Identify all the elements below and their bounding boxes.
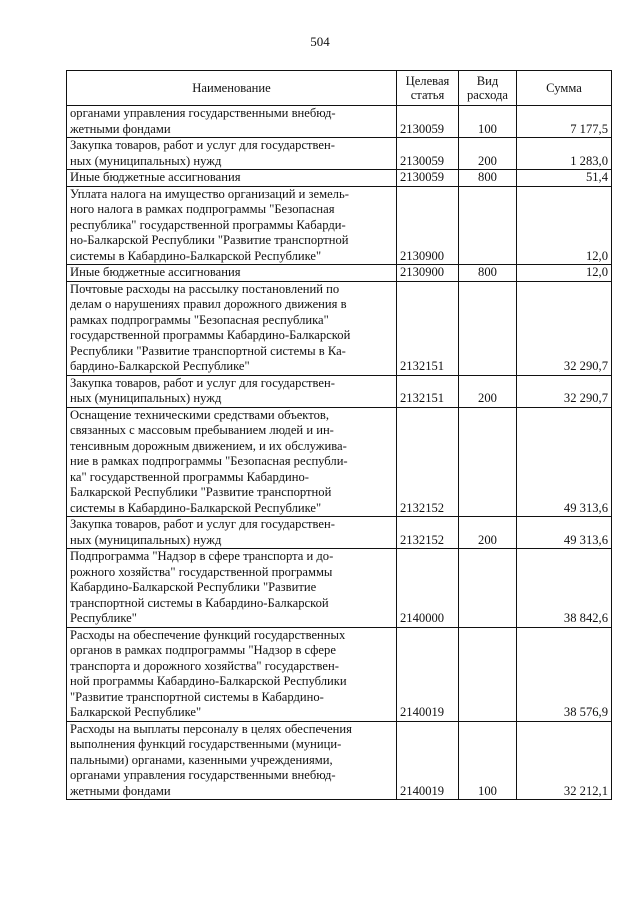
row-name-line: Балкарской Республике": [70, 705, 202, 719]
row-name-line: ной программы Кабардино-Балкарской Республики: [70, 674, 347, 688]
row-name-line: "Развитие транспортной системы в Кабардино-: [70, 689, 324, 704]
row-name-line: делам о нарушениях правил дорожного движения в: [70, 297, 347, 311]
row-name-line: системы в Кабардино-Балкарской Республике": [70, 500, 322, 515]
row-name-line: Кабардино-Балкарской Республики "Развитие: [70, 580, 317, 594]
header-target-article: Целевая статья: [397, 71, 459, 106]
row-name-line: Уплата налога на имущество организаций и земель-: [70, 186, 349, 201]
row-name-line: транспорта и дорожного хозяйства" государствен-: [70, 658, 339, 673]
row-name-line: ка" государственной программы Кабардино-: [70, 469, 309, 484]
row-name-line: Закупка товаров, работ и услуг для государствен-: [70, 517, 335, 531]
table-row: [67, 170, 612, 187]
row-name-line: ных (муниципальных) нужд: [70, 532, 222, 547]
table-row: [67, 407, 612, 517]
row-name-line: ного налога в рамках подпрограммы "Безопасная: [70, 202, 335, 216]
row-target-article: 2130059: [397, 106, 459, 138]
row-expense-type: [459, 186, 517, 265]
row-expense-type: 100: [459, 106, 517, 138]
row-sum: 32 290,7: [517, 375, 612, 407]
row-name-line: Закупка товаров, работ и услуг для государствен-: [70, 375, 335, 390]
table-row: [67, 721, 612, 800]
header-expense-type: Вид расхода: [459, 71, 517, 106]
table-row: [67, 265, 612, 282]
row-name-line: Расходы на выплаты персоналу в целях обеспечения: [70, 721, 352, 736]
row-name: [67, 170, 397, 187]
row-name-line: связанных с массовым пребыванием людей и ин-: [70, 423, 334, 437]
row-name: [67, 627, 397, 721]
row-target-article: 2130059: [397, 138, 459, 170]
row-name-line: жетными фондами: [70, 783, 171, 798]
row-name-line: рамках подпрограммы "Безопасная республика": [70, 312, 329, 327]
row-sum: 51,4: [517, 170, 612, 187]
budget-table: [66, 70, 612, 800]
row-name-line: Закупка товаров, работ и услуг для государствен-: [70, 138, 335, 152]
row-name-line: республика" государственной программы Кабарди-: [70, 217, 346, 232]
row-name-line: Балкарской Республики "Развитие транспортной: [70, 485, 332, 499]
row-name-line: бардино-Балкарской Республике": [70, 359, 250, 373]
row-target-article: 2132151: [397, 281, 459, 375]
header-sum: Сумма: [517, 71, 612, 106]
row-name-line: Республики "Развитие транспортной системы в Ка-: [70, 343, 346, 358]
row-target-article: 2132152: [397, 517, 459, 549]
row-name-line: тенсивным дорожным движением, и их обслужива-: [70, 438, 347, 453]
row-sum: 49 313,6: [517, 407, 612, 517]
row-name-line: ние в рамках подпрограммы "Безопасная республи-: [70, 454, 348, 468]
table-row: [67, 375, 612, 407]
row-target-article: 2132152: [397, 407, 459, 517]
row-sum: 49 313,6: [517, 517, 612, 549]
row-name-line: органами управления государственными внебюд-: [70, 106, 336, 120]
row-name: [67, 407, 397, 517]
row-name: [67, 375, 397, 407]
row-name-line: Республике": [70, 611, 137, 625]
row-name-line: но-Балкарской Республики "Развитие транспортной: [70, 233, 349, 247]
page-number: 504: [310, 34, 330, 49]
row-name-line: пальными) органами, казенными учреждениями,: [70, 752, 333, 767]
row-sum: 12,0: [517, 265, 612, 282]
table-row: [67, 186, 612, 265]
table-row: [67, 138, 612, 170]
row-name: [67, 517, 397, 549]
row-target-article: 2140000: [397, 549, 459, 628]
row-name-line: выполнения функций государственными (муници-: [70, 737, 342, 751]
row-expense-type: [459, 627, 517, 721]
row-name-line: Расходы на обеспечение функций государственных: [70, 627, 346, 642]
row-sum: 32 290,7: [517, 281, 612, 375]
row-name-line: рожного хозяйства" государственной программы: [70, 564, 333, 579]
row-name-line: Почтовые расходы на рассылку постановлений по: [70, 281, 340, 296]
row-name-line: государственной программы Кабардино-Балкарской: [70, 328, 351, 342]
row-name: [67, 281, 397, 375]
row-name-line: жетными фондами: [70, 121, 171, 136]
row-target-article: 2140019: [397, 627, 459, 721]
row-sum: 12,0: [517, 186, 612, 265]
table-row: [67, 106, 612, 138]
row-expense-type: 200: [459, 375, 517, 407]
table-row: [67, 517, 612, 549]
row-name: [67, 721, 397, 800]
row-sum: 38 576,9: [517, 627, 612, 721]
row-name-line: органами управления государственными внебюд-: [70, 768, 336, 782]
row-sum: 1 283,0: [517, 138, 612, 170]
row-sum: 7 177,5: [517, 106, 612, 138]
row-name-line: Подпрограмма "Надзор в сфере транспорта и до-: [70, 549, 334, 563]
row-expense-type: 200: [459, 517, 517, 549]
row-name: [67, 549, 397, 628]
row-name-line: Оснащение техническими средствами объектов,: [70, 407, 329, 422]
row-expense-type: 800: [459, 265, 517, 282]
row-name: [67, 265, 397, 282]
row-target-article: 2140019: [397, 721, 459, 800]
row-target-article: 2130900: [397, 186, 459, 265]
table-row: [67, 281, 612, 375]
table-header-row: [67, 71, 612, 106]
row-sum: 38 842,6: [517, 549, 612, 628]
table-body: [67, 106, 612, 800]
row-name: [67, 138, 397, 170]
table-row: [67, 627, 612, 721]
row-expense-type: [459, 549, 517, 628]
row-target-article: 2132151: [397, 375, 459, 407]
row-target-article: 2130059: [397, 170, 459, 187]
row-name-line: транспортной системы в Кабардино-Балкарской: [70, 595, 329, 610]
row-expense-type: [459, 281, 517, 375]
row-name-line: органов в рамках подпрограммы "Надзор в сфере: [70, 643, 336, 657]
row-expense-type: 800: [459, 170, 517, 187]
row-name-line: системы в Кабардино-Балкарской Республике": [70, 248, 322, 263]
row-expense-type: [459, 407, 517, 517]
table-row: [67, 549, 612, 628]
row-name-line: Иные бюджетные ассигнования: [70, 170, 241, 184]
row-name-line: ных (муниципальных) нужд: [70, 153, 222, 168]
row-name-line: ных (муниципальных) нужд: [70, 391, 222, 405]
row-target-article: 2130900: [397, 265, 459, 282]
row-expense-type: 100: [459, 721, 517, 800]
row-expense-type: 200: [459, 138, 517, 170]
row-name: [67, 106, 397, 138]
row-sum: 32 212,1: [517, 721, 612, 800]
row-name: [67, 186, 397, 265]
row-name-line: Иные бюджетные ассигнования: [70, 265, 241, 279]
header-name: Наименование: [67, 71, 397, 106]
